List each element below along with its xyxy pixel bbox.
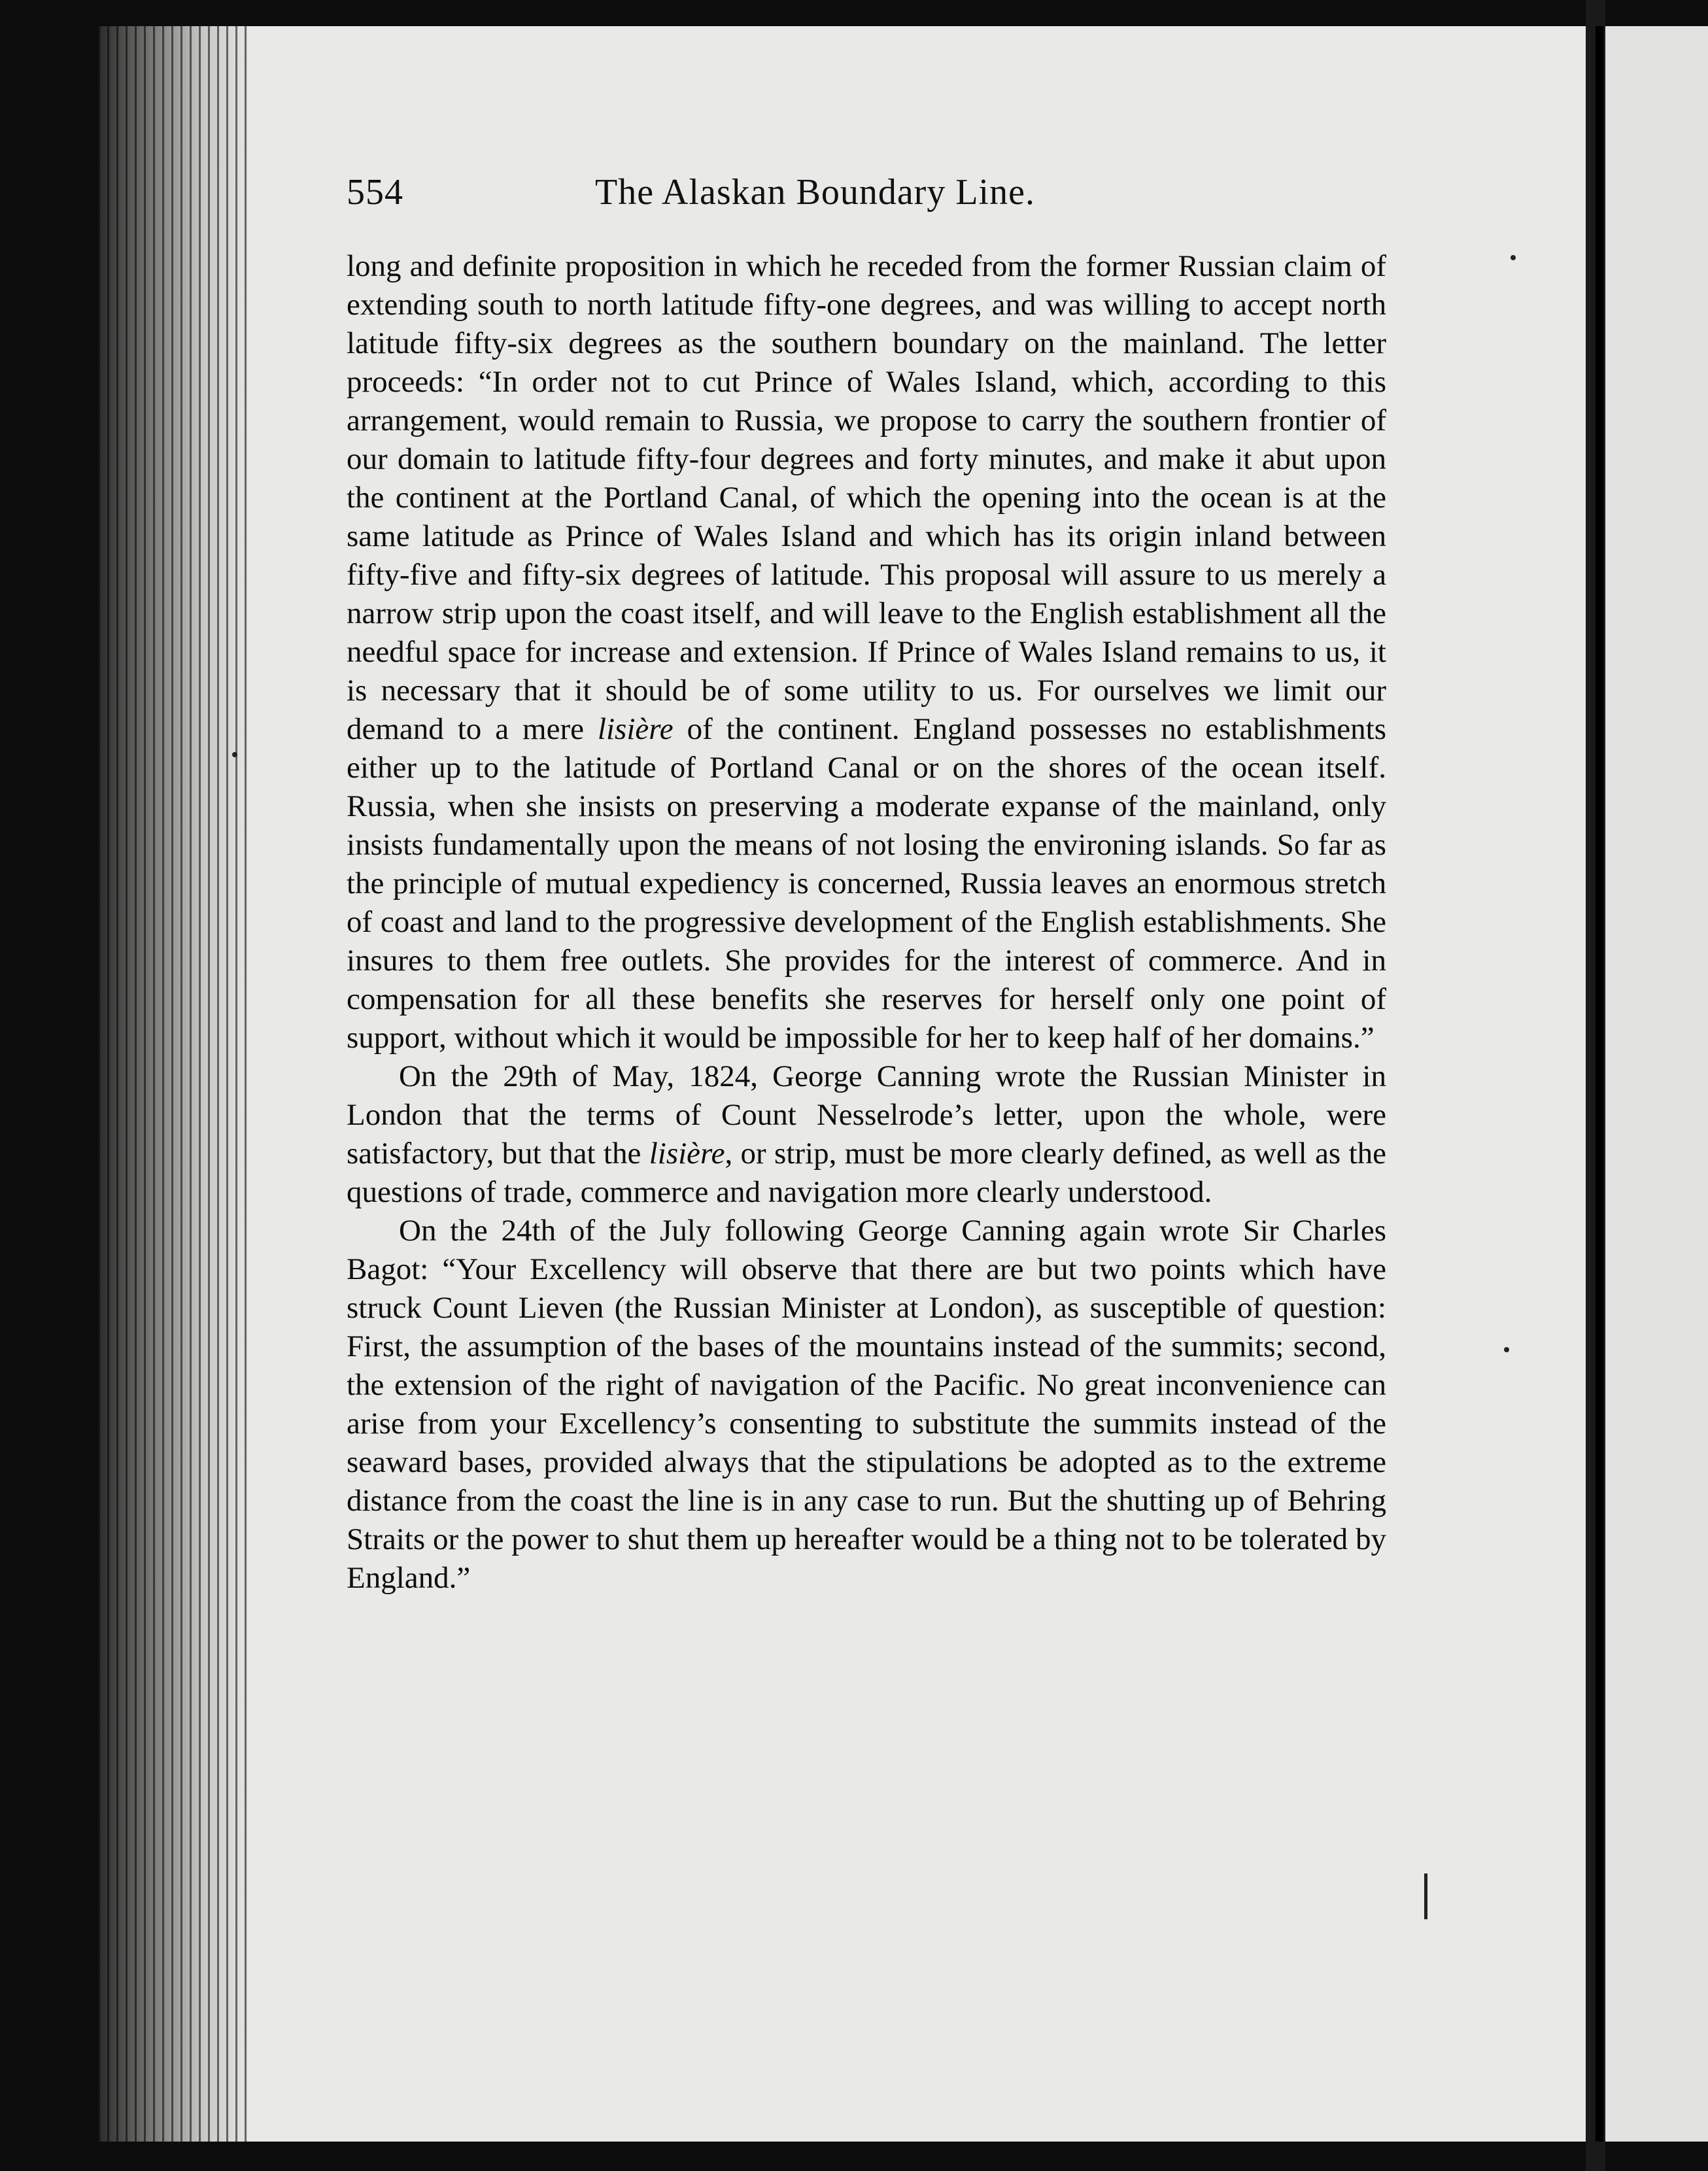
scan-speck	[232, 752, 237, 757]
page-number: 554	[347, 172, 403, 213]
page-header	[347, 171, 1419, 224]
next-page-edge	[1596, 26, 1603, 2142]
book-binding-edge	[98, 26, 248, 2142]
margin-mark	[1424, 1873, 1427, 1919]
scan-speck	[1511, 255, 1516, 260]
paragraph-1-italic: lisière	[597, 712, 674, 746]
paragraph-2-text-a: On the 29th of May, 1824, George Canning wrote the Russian Minister in London that the terms of Count Nesselrode’s letter, upon the whole, were satisfactory, but that the	[347, 1059, 1386, 1171]
scan-speck	[1504, 1347, 1509, 1352]
paragraph-3-text-a: On the 24th of the July following George Canning again wrote Sir Charles Bagot: “Your Excellency will observe that there are but two points which have struck Count Lieven (the Russian Minister at London), as susceptible of question: First, the assumption of the bases of the mountains instead of the summits; second, the extension of the right of navigation of the Pacific. No great inconvenience can arise from your Excellency’s consenting to substitute the summits instead of the seaward bases, provided always that the stipulations be adopted as to the extreme distance from the coast the line is in any case to run. But the shutting up of Behring Straits or the power to shut them up hereafter would be a thing not to be tolerated by England.”	[347, 1214, 1386, 1595]
paragraph-1-text-b: of the continent. England possesses no establishments either up to the latitude of Portland Canal or on the shores of the ocean itself. Russia, when she insists on preserving a moderate expanse of the mainland, only insists fundamentally upon the means of not losing the environing islands. So far as the principle of mutual expediency is concerned, Russia leaves an enormous stretch of coast and land to the progressive development of the English establishments. She insures to them free outlets. She provides for the interest of commerce. And in compensation for all these benefits she reserves for herself only one point of support, without which it would be impossible for her to keep half of her domains.”	[347, 712, 1386, 1055]
paragraph-2-italic: lisière	[649, 1137, 725, 1171]
next-page-fragment	[1605, 26, 1708, 2142]
paragraph-2	[347, 1057, 1386, 1212]
paragraph-3	[347, 1212, 1386, 1598]
body-text	[347, 247, 1386, 1598]
paragraph-2-text-b: , or strip, must be more clearly defined, as well as the questions of trade, commerce and navigation more clearly understood.	[347, 1137, 1386, 1209]
running-title: The Alaskan Boundary Line.	[595, 172, 1035, 213]
paragraph-1-text-a: long and definite proposition in which he receded from the former Russian claim of extending south to north latitude fifty-one degrees, and was willing to accept north latitude fifty-six degrees as the southern boundary on the mainland. The letter proceeds: “In order not to cut Prince of Wales Island, which, according to this arrangement, would remain to Russia, we propose to carry the southern frontier of our domain to latitude fifty-four degrees and forty minutes, and make it abut upon the continent at the Portland Canal, of which the opening into the ocean is at the same latitude as Prince of Wales Island and which has its origin inland between fifty-five and fifty-six degrees of latitude. This proposal will assure to us merely a narrow strip upon the coast itself, and will leave to the English establishment all the needful space for increase and extension. If Prince of Wales Island remains to us, it is necessary that it should be of some utility to us. For ourselves we limit our demand to a mere	[347, 249, 1386, 746]
paragraph-1	[347, 247, 1386, 1057]
